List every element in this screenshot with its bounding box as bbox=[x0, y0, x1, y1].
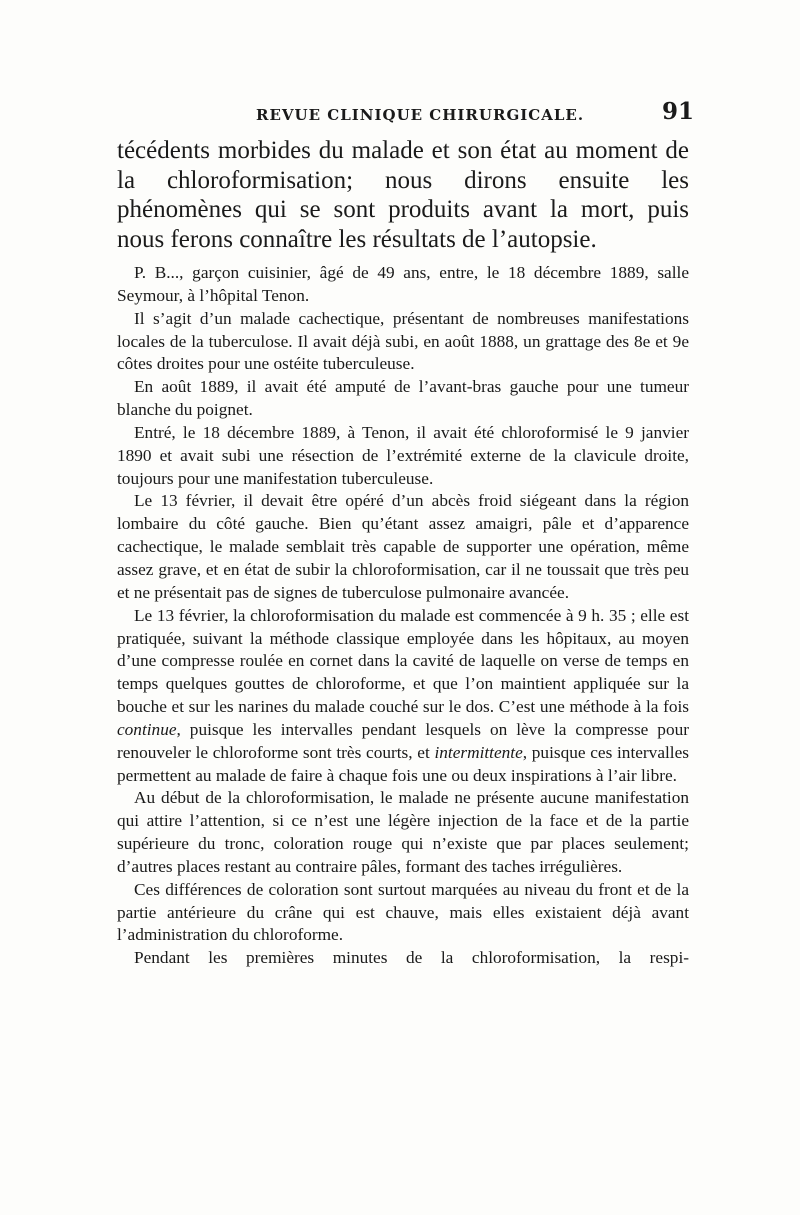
lead-paragraph: técédents morbides du malade et son état au moment de la chloroformisation; nous dirons ensuite les phénomènes qui se sont produits avant la mort, puis nous ferons connaître les résultats de l’autopsie. bbox=[117, 137, 689, 253]
paragraph-history: Il s’agit d’un malade cachectique, présentant de nombreuses manifestations locales de la tuberculose. Il avait déjà subi, en août 1888, un grattage des 8e et 9e côtes droites pour une ostéite tuberculeuse. bbox=[117, 308, 689, 374]
method-text-3: , puisque ces intervalles permettent au malade de faire à chaque fois une ou deux inspirations à l’air libre. bbox=[117, 742, 689, 785]
case-report-body bbox=[117, 262, 689, 970]
paragraph-onset: Au début de la chloroformisation, le malade ne présente aucune manifestation qui attire l’attention, si ce n’est une légère injection de la face et de la partie supérieure du tronc, coloration rouge qui n’existe que par places seulement; d’autres places restant au contraire pâles, formant des taches irrégulières. bbox=[117, 788, 689, 876]
paragraph-final-line: Pendant les premières minutes de la chloroformisation, la respi- bbox=[134, 948, 689, 968]
paragraph-resection: Entré, le 18 décembre 1889, à Tenon, il avait été chloroformisé le 9 janvier 1890 et avait subi une résection de l’extrémité externe de la clavicule droite, toujours pour une manifestation tuberculeuse. bbox=[117, 422, 689, 488]
running-title: REVUE CLINIQUE CHIRURGICALE. bbox=[256, 106, 585, 124]
paragraph-amputation: En août 1889, il avait été amputé de l’avant-bras gauche pour une tumeur blanche du poignet. bbox=[117, 377, 689, 420]
page-number: 91 bbox=[662, 98, 695, 125]
paragraph-coloration: Ces différences de coloration sont surtout marquées au niveau du front et de la partie antérieure du crâne qui est chauve, mais elles existaient déjà avant l’administration du chloroforme. bbox=[117, 879, 689, 945]
lead-paragraph-block bbox=[117, 136, 689, 254]
paragraph-patient-intro: P. B..., garçon cuisinier, âgé de 49 ans, entre, le 18 décembre 1889, salle Seymour, à l’hôpital Tenon. bbox=[117, 263, 689, 305]
paragraph-planned-operation: Le 13 février, il devait être opéré d’un abcès froid siégeant dans la région lombaire du côté gauche. Bien qu’étant assez amaigri, pâle et d’apparence cachectique, le malade semblait très capable de supporter une opération, même assez grave, et en état de subir la chloroformisation, car il ne toussait que très peu et ne présentait pas de signes de tuberculose pulmonaire avancée. bbox=[117, 491, 689, 602]
method-emphasis-continue: continue bbox=[117, 719, 177, 739]
running-head bbox=[0, 96, 800, 126]
method-emphasis-intermittente: intermittente bbox=[434, 742, 523, 762]
method-text-1: Le 13 février, la chloroformisation du malade est commencée à 9 h. 35 ; elle est pratiquée, suivant la méthode classique employée dans les hôpitaux, au moyen d’une compresse roulée en cornet dans la cavité de laquelle on verse de temps en temps quelques gouttes de chloroforme, et que l’on maintient appliquée sur la bouche et sur les narines du malade couché sur le dos. C’est une méthode à la fois bbox=[117, 605, 689, 717]
method-text-2: , puisque les intervalles pendant lesquels on lève la compresse pour renouveler le chloroforme sont très courts, et bbox=[117, 719, 689, 762]
paragraph-method bbox=[117, 605, 689, 788]
